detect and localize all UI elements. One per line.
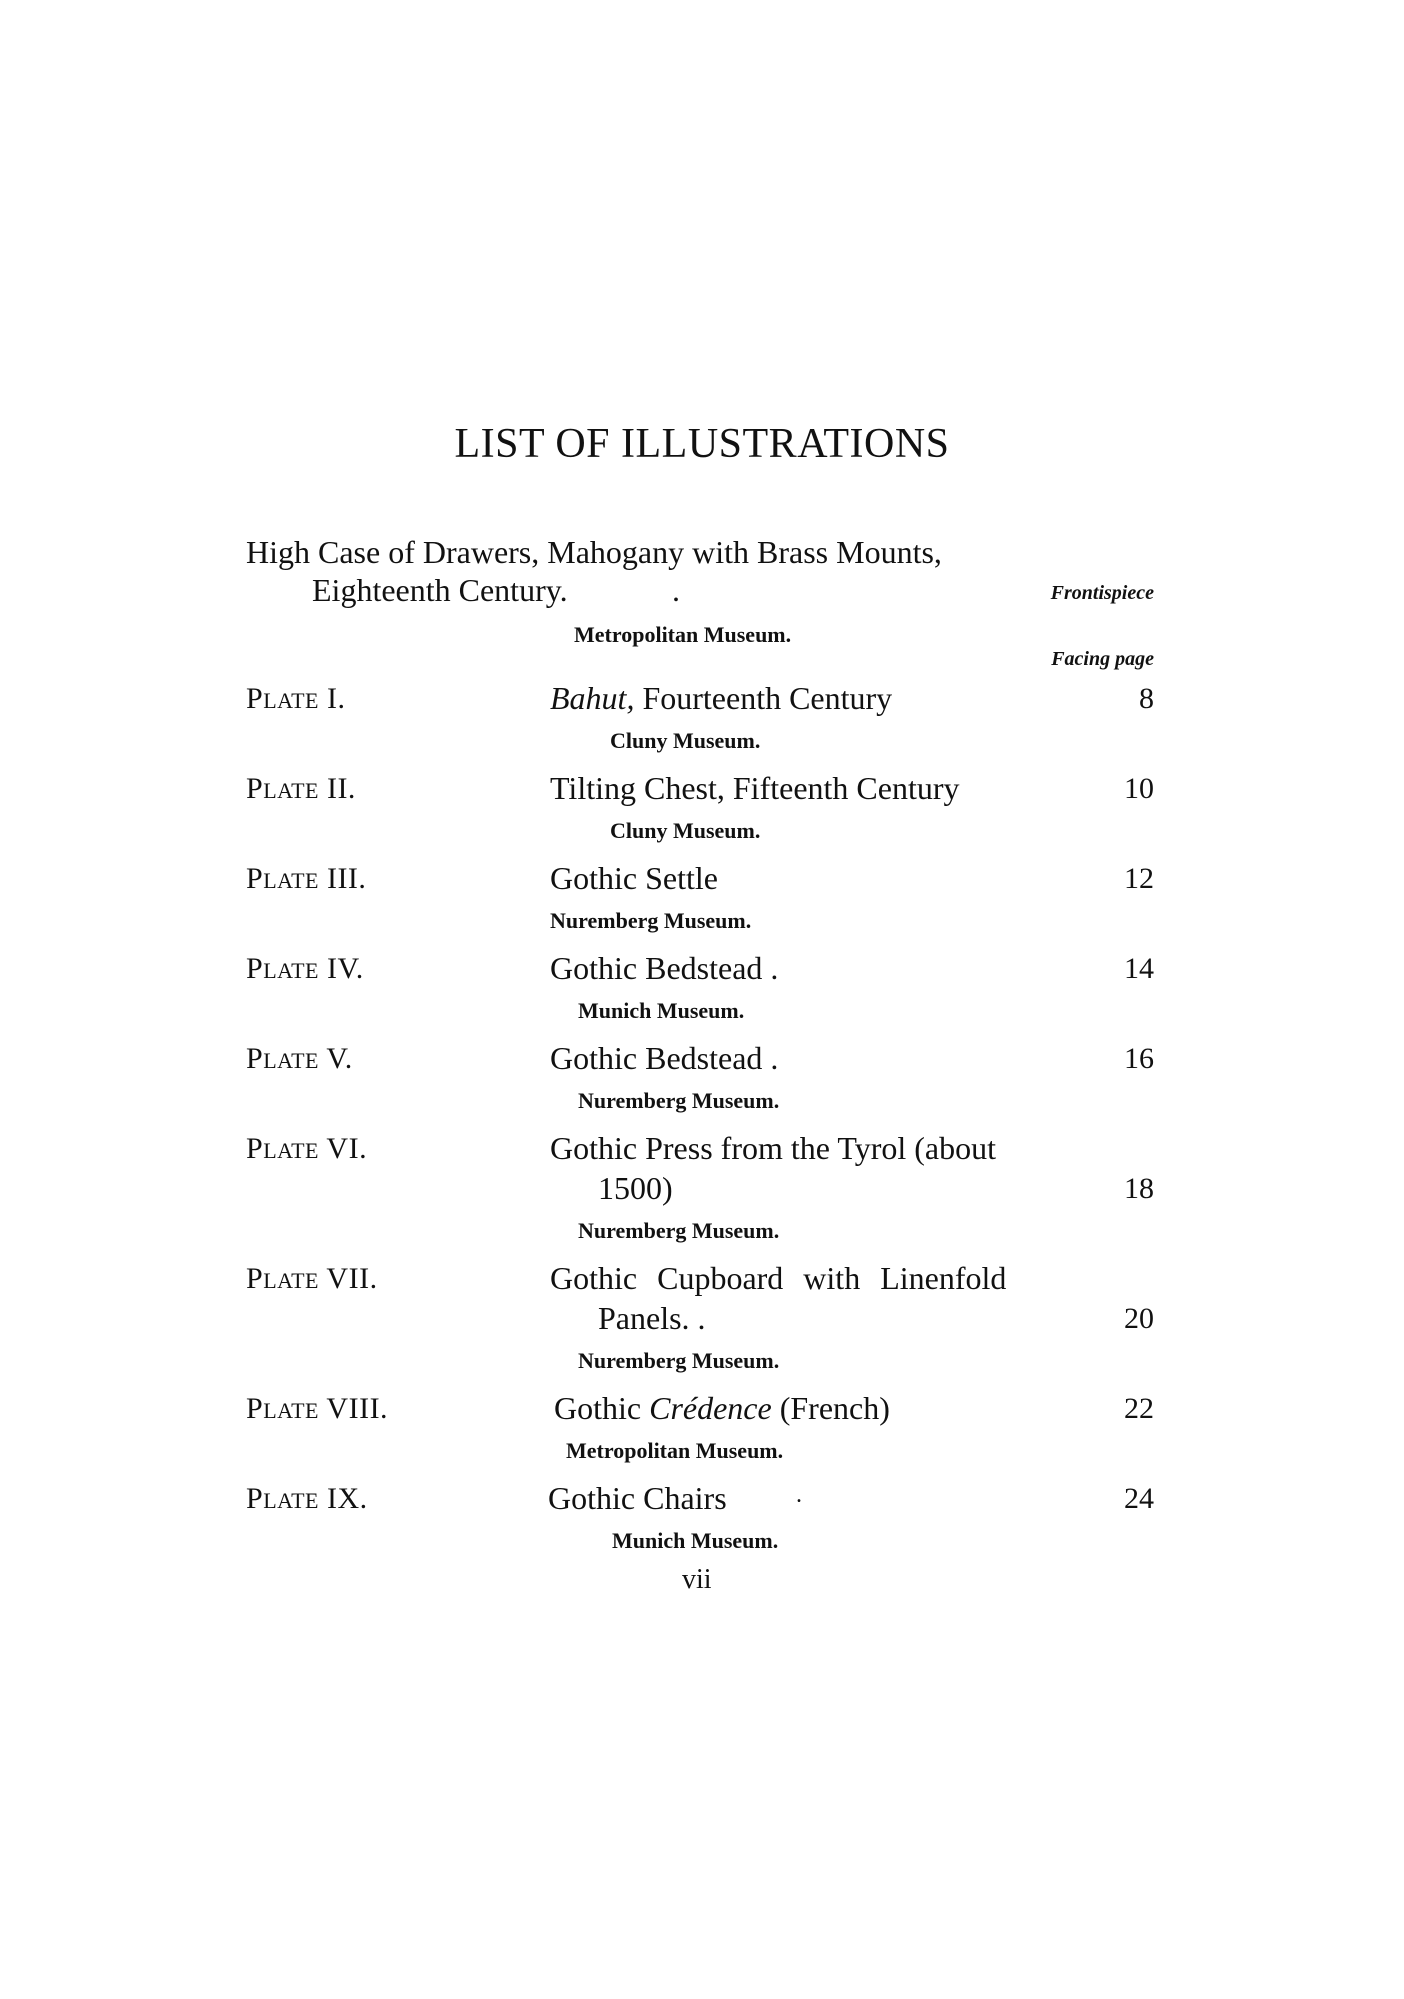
plate-label: PLATE V. xyxy=(246,1042,353,1075)
frontispiece-museum: Metropolitan Museum. xyxy=(574,622,792,647)
plate-title-mark: . xyxy=(796,1482,802,1508)
plate-page-number: 8 xyxy=(1139,682,1154,715)
plate-label: PLATE VII. xyxy=(246,1262,378,1295)
plate-museum: Cluny Museum. xyxy=(610,818,761,843)
plate-title: Gothic Press from the Tyrol (about xyxy=(550,1130,996,1166)
plate-page-number: 20 xyxy=(1124,1302,1154,1335)
plate-page-number: 10 xyxy=(1124,772,1154,805)
frontispiece-label: Frontispiece xyxy=(1050,582,1154,604)
plate-title: Gothic Bedstead . xyxy=(550,950,779,986)
plate-museum: Nuremberg Museum. xyxy=(550,908,752,933)
plate-page-number: 14 xyxy=(1124,952,1154,985)
plate-page-number: 22 xyxy=(1124,1392,1154,1425)
plate-page-number: 18 xyxy=(1124,1172,1154,1205)
plate-label: PLATE VI. xyxy=(246,1132,368,1165)
plate-museum: Munich Museum. xyxy=(578,998,745,1023)
plate-page-number: 12 xyxy=(1124,862,1154,895)
plate-title: Gothic Bedstead . xyxy=(550,1040,779,1076)
plate-museum: Metropolitan Museum. xyxy=(566,1438,784,1463)
page-title: LIST OF ILLUSTRATIONS xyxy=(454,421,950,467)
plate-title: Gothic Settle xyxy=(550,860,718,896)
plate-museum: Nuremberg Museum. xyxy=(578,1348,780,1373)
plate-page-number: 24 xyxy=(1124,1482,1154,1515)
plate-title-continued: Panels. . xyxy=(598,1300,706,1336)
plate-museum: Munich Museum. xyxy=(612,1528,779,1553)
frontispiece-dot: . xyxy=(672,572,680,608)
plate-label: PLATE III. xyxy=(246,862,367,895)
plate-museum: Cluny Museum. xyxy=(610,728,761,753)
plate-label: PLATE II. xyxy=(246,772,356,805)
plate-label: PLATE IX. xyxy=(246,1482,368,1515)
plate-page-number: 16 xyxy=(1124,1042,1154,1075)
facing-page-label: Facing page xyxy=(1051,648,1154,670)
plate-title: Gothic Chairs xyxy=(548,1480,727,1516)
plate-title: Gothic Crédence (French) xyxy=(554,1390,890,1426)
plate-museum: Nuremberg Museum. xyxy=(578,1088,780,1113)
frontispiece-title-line2: Eighteenth Century. xyxy=(312,572,568,608)
plate-label: PLATE VIII. xyxy=(246,1392,389,1425)
plate-title-continued: 1500) xyxy=(598,1170,673,1206)
plate-title: Tilting Chest, Fifteenth Century xyxy=(550,770,960,806)
page-folio: vii xyxy=(682,1564,712,1595)
plate-title: Gothic Cupboard with Linenfold xyxy=(550,1260,1007,1296)
plate-label: PLATE IV. xyxy=(246,952,364,985)
frontispiece-title-line1: High Case of Drawers, Mahogany with Brass Mounts, xyxy=(246,534,942,570)
plate-museum: Nuremberg Museum. xyxy=(578,1218,780,1243)
plate-label: PLATE I. xyxy=(246,682,346,715)
plate-title: Bahut, Fourteenth Century xyxy=(550,680,893,716)
